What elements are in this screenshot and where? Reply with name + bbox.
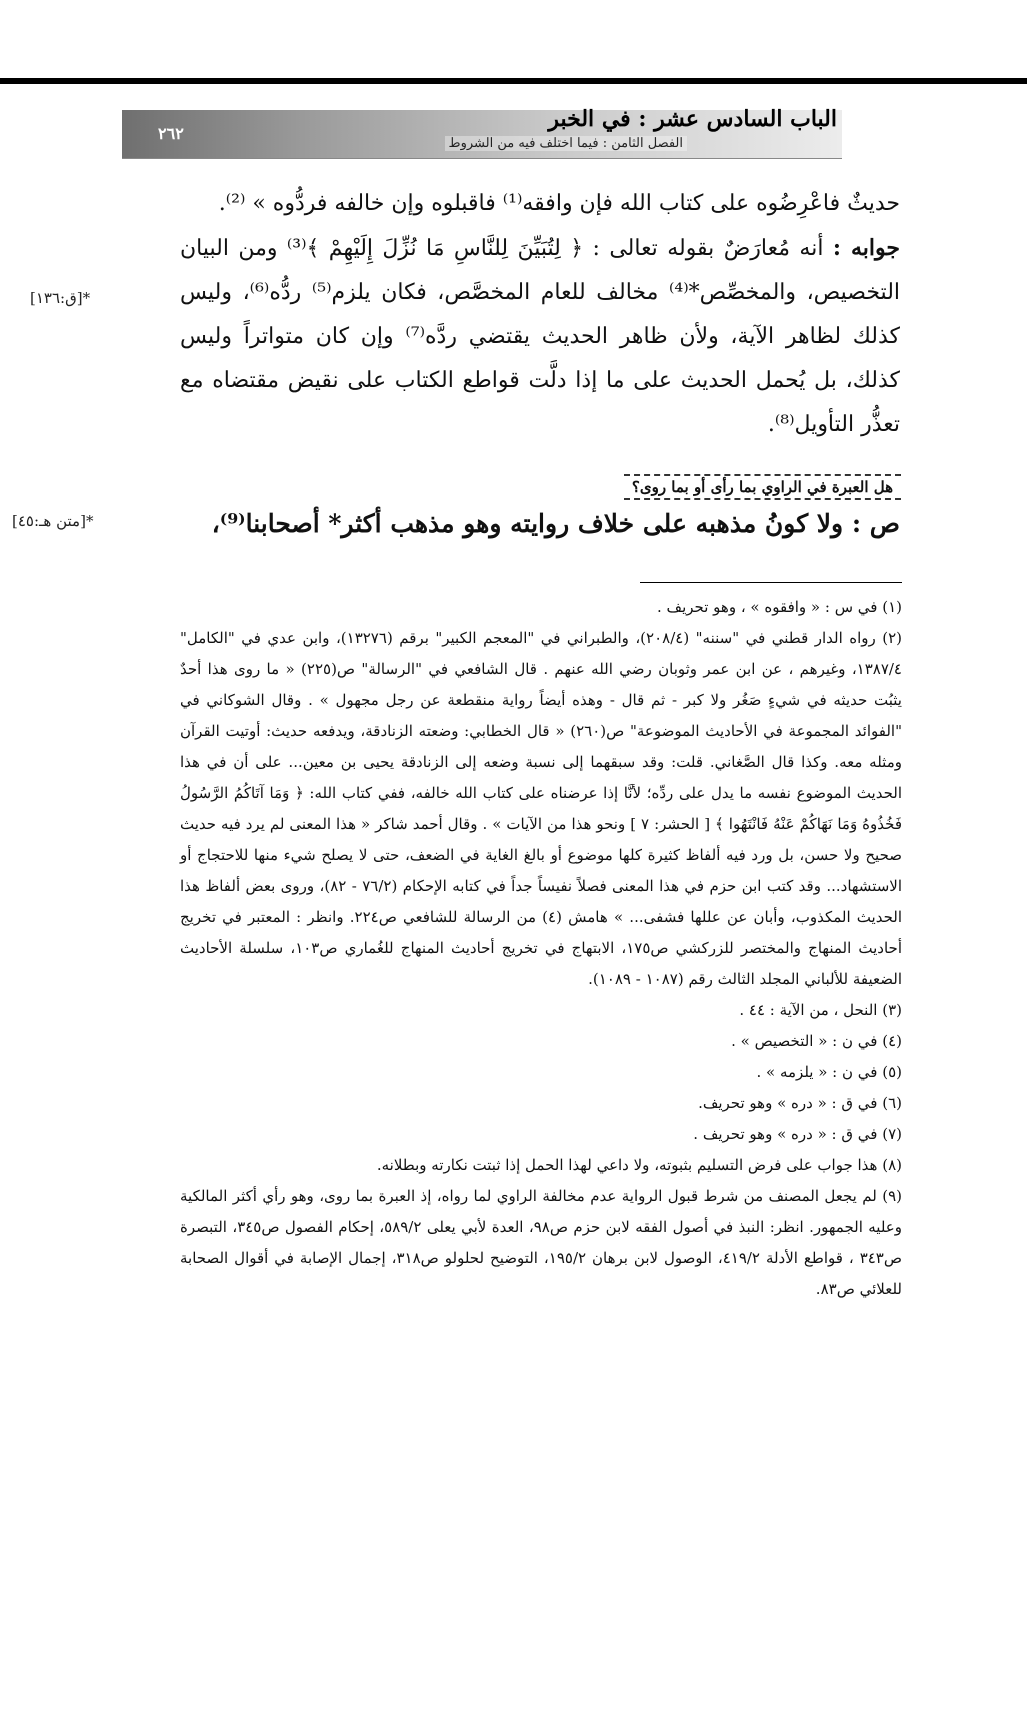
footnote-item: (٢) رواه الدار قطني في "سننه" (٢٠٨/٤)، والطبراني في "المعجم الكبير" برقم (١٣٢٧٦)، وابن عدي في "الكامل" ١٣٨٧/٤، وغيرهم ، عن ابن عمر وثوبان رضي الله عنهم . قال الشافعي في "الرسالة" ص(٢٢٥) « ما روى هذا أحدٌ يثبُت حديثه في شيءٍ صَغُر ولا كبر - ثم قال - وهذه أيضاً رواية منقطعة عن رجل مجهول » . وقال الشوكاني في "الفوائد المجموعة في الأحاديث الموضوعة" ص(٢٦٠) « قال الخطابي: وضعته الزنادقة، ويدفعه حديث: أوتيت القرآن ومثله معه. وكذا قال الصَّغاني. قلت: وقد سبقهما إلى نسبة وضعه إلى الزنادقة يحيى بن معين... على أن في هذا الحديث الموضوع نفسه ما يدل على ردِّه؛ لأنَّا إذا عرضناه على كتاب الله خالفه، ففي كتاب الله: ﴿ وَمَا آتَاكُمُ الرَّسُولُ فَخُذُوهُ وَمَا نَهَاكُمْ عَنْهُ فَانْتَهُوا ﴾ [ الحشر: ٧ ] ونحو هذا من الآيات » . وقال أحمد شاكر « هذا المعنى لم يرد فيه حديث صحيح ولا حسن، بل ورد فيه ألفاظ كثيرة كلها موضوع أو بالغ الغاية في الضعف، حتى لا يصلح شيء منها للاحتجاج أو الاستشهاد... وقد كتب ابن حزم في هذا المعنى فصلاً نفيساً جداً في كتابه الإحكام (٧٦/٢ - ٨٢)، وروى بعض ألفاظ هذا الحديث المكذوب، وأبان عن عللها فشفى... » هامش (٤) من الرسالة للشافعي ص٢٢٤. وانظر : المعتبر في تخريج أحاديث المنهاج والمختصر للزركشي ص١٧٥، الابتهاج في تخريج أحاديث المنهاج للغُماري ص١٠٣، سلسلة الأحاديث الضعيفة للألباني المجلد الثالث رقم (١٠٨٧ - ١٠٨٩). bbox=[180, 629, 903, 988]
footnote-item: (٣) النحل ، من الآية : ٤٤ . bbox=[739, 1001, 902, 1019]
answer-label: جوابه : bbox=[832, 235, 900, 261]
body-line-1: حديثٌ فاعْرِضُوه على كتاب الله فإن وافقه⁽¹⁾ فاقبلوه وإن خالفه فردُّوه » ⁽²⁾. bbox=[218, 191, 900, 216]
answer-paragraph bbox=[180, 226, 900, 447]
answer-text: أنه مُعارَضٌ بقوله تعالى : ﴿ لِتُبَيِّنَ لِلنَّاسِ مَا نُزِّلَ إِلَيْهِمْ ﴾⁽³⁾ ومن البيان التخصيص، والمخصِّص*⁽⁴⁾ مخالف للعام المخصَّص، فكان يلزم⁽⁵⁾ ردُّه⁽⁶⁾، وليس كذلك لظاهر الآية، ولأن ظاهر الحديث يقتضي ردَّه⁽⁷⁾ وإن كان متواتراً وليس كذلك، بل يُحمل الحديث على ما إذا دلَّت قواطع الكتاب على نقيض مقتضاه مع تعذُّر التأويل⁽⁸⁾. bbox=[180, 236, 901, 437]
footnote-item: (٩) لم يجعل المصنف من شرط قبول الرواية عدم مخالفة الراوي لما رواه، إذ العبرة بما روى، وهو رأي أكثر المالكية وعليه الجمهور. انظر: النبذ في أصول الفقه لابن حزم ص٩٨، العدة لأبي يعلى ٥٨٩/٢، إحكام الفصول ص٣٤٥، التبصرة ص٣٤٣ ، قواطع الأدلة ٤١٩/٢، الوصول لابن برهان ١٩٥/٢، التوضيح لحلولو ص٣١٨، إجمال الإصابة في أقوال الصحابة للعلائي ص٨٣. bbox=[180, 1187, 902, 1298]
footnotes bbox=[180, 592, 902, 1305]
page-number: ٢٦٢ bbox=[158, 124, 184, 143]
top-rule bbox=[0, 78, 1027, 84]
margin-note-1: *[ق:١٣٦] bbox=[30, 289, 91, 307]
footnote-item: (٤) في ن : « التخصيص » . bbox=[731, 1032, 902, 1050]
chapter-title: الباب السادس عشر : في الخبر bbox=[548, 106, 837, 132]
footnote-item: (٥) في ن : « يلزمه » . bbox=[756, 1063, 902, 1081]
footnote-separator bbox=[640, 582, 902, 583]
footnote-item: (٧) في ق : « دره » وهو تحريف . bbox=[693, 1125, 902, 1143]
subheading: هل العبرة في الراوي بما رأى أو بما روى؟ bbox=[624, 474, 901, 500]
main-text-line: ص : ولا كونُ مذهبه على خلاف روايته وهو مذهب أكثر* أصحابنا⁽⁹⁾، bbox=[211, 509, 900, 538]
margin-note-2: *[متن هـ:٤٥] bbox=[12, 512, 94, 530]
section-title: الفصل الثامن : فيما اختلف فيه من الشروط bbox=[445, 136, 687, 151]
footnote-item: (٨) هذا جواب على فرض التسليم بثبوته، ولا داعي لهذا الحمل إذا ثبتت نكارته وبطلانه. bbox=[376, 1156, 902, 1174]
footnote-item: (١) في س : « وافقوه » ، وهو تحريف . bbox=[657, 598, 902, 616]
body-text bbox=[180, 182, 900, 447]
footnote-item: (٦) في ق : « دره » وهو تحريف. bbox=[698, 1094, 902, 1112]
